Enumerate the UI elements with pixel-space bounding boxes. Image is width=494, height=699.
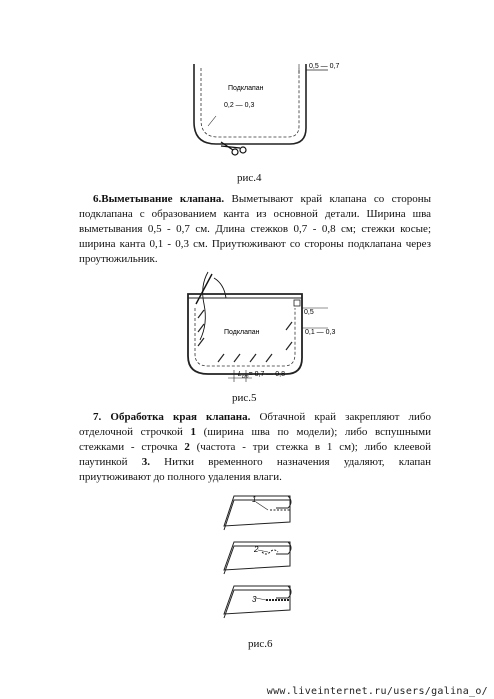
section-7-num-3: 3.	[141, 456, 150, 468]
fig4-dim-inner: 0,2 — 0,3	[224, 102, 255, 109]
section-7-text-4: Нитки временного назначения удаляют, клапан приутюживают до полного удаления влаги.	[79, 456, 431, 483]
figure-5-flap-diagram	[178, 264, 348, 386]
needle-icon	[196, 272, 226, 340]
fig6-label-3: 3	[252, 595, 257, 604]
fig5-dim-bottom-sub: ст	[241, 374, 249, 380]
fig4-label-inner: Подклапан	[228, 85, 264, 92]
fig5-dim-bottom-value: = 0,7 — 0,8	[248, 371, 285, 378]
figure-4-flap-diagram	[188, 58, 348, 158]
fig5-dim-right-2: 0,1 — 0,3	[305, 329, 336, 336]
source-url-footer: www.liveinternet.ru/users/galina_o/	[266, 686, 488, 697]
fig4-caption: рис.4	[237, 172, 262, 184]
section-7-text-3: (частота - три стежка в 1 см); либо клеевой паутинкой	[79, 441, 432, 468]
fig6-label-1: 1	[252, 495, 257, 504]
section-7-paragraph	[79, 410, 431, 485]
fig5-dim-bottom-symbol: L	[238, 371, 242, 378]
fig6-caption: рис.6	[248, 638, 273, 650]
section-6-paragraph	[79, 192, 431, 267]
section-7-num-1: 1	[190, 426, 197, 438]
fig4-dim-top: 0,5 — 0,7	[309, 63, 340, 70]
fig6-label-2: 2	[254, 545, 259, 554]
section-7-text-2: (ширина шва по модели); либо вспушными стежками - строчка	[79, 426, 431, 453]
fig5-dim-right-1: 0,5	[304, 309, 314, 316]
section-7-num-2: 2	[184, 441, 190, 453]
section-6-body: Выметывают край клапана со стороны подклапана с образованием канта из основной детали. Ширина шва выметывания 0,5 - 0,7 см. Длина стежков 0,7 - 0,8 см; стежки косые; ширина канта 0,1 - 0,3 см. Приутюживают со стороны подклапана через проутюжильник.	[79, 193, 431, 265]
section-7-text-1: Обтачной край закрепляют либо отделочной строчкой	[79, 411, 432, 438]
fig5-caption: рис.5	[232, 392, 257, 404]
fig5-label-inner: Подклапан	[224, 329, 260, 336]
svg-text:Lст= 0,7 — 0,8	[238, 371, 285, 380]
figure-6-edge-finish-diagrams	[220, 490, 310, 630]
section-7-heading: 7. Обработка края клапана.	[93, 411, 251, 423]
section-6-heading: 6.Выметывание клапана.	[93, 193, 225, 205]
